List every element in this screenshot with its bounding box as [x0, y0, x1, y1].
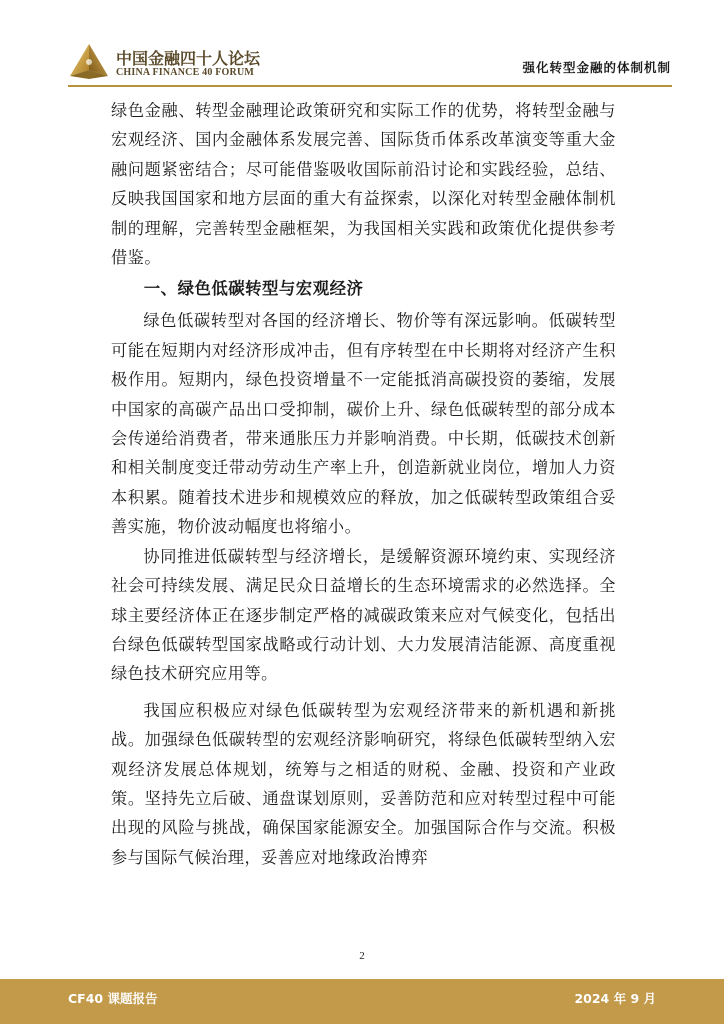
footer-date: 2024 年 9 月 [574, 991, 656, 1006]
footer-report-label: CF40 课题报告 [68, 991, 158, 1006]
document-body [111, 96, 616, 872]
report-title: 强化转型金融的体制机制 [522, 60, 671, 75]
paragraph-4: 我国应积极应对绿色低碳转型为宏观经济带来的新机遇和新挑战。加强绿色低碳转型的宏观经济影响研究，将绿色低碳转型纳入宏观经济发展总体规划，统筹与之相适的财税、金融、投资和产业政策。坚持先立后破、通盘谋划原则，妥善防范和应对转型过程中可能出现的风险与挑战，确保国家能源安全。加强国际合作与交流。积极参与国际气候治理，妥善应对地缘政治博弈 [111, 700, 616, 867]
paragraph-1: 绿色金融、转型金融理论政策研究和实际工作的优势，将转型金融与宏观经济、国内金融体系发展完善、国际货币体系改革演变等重大金融问题紧密结合；尽可能借鉴吸收国际前沿讨论和实践经验，总结、反映我国国家和地方层面的重大有益探索，以深化对转型金融体制机制的理解，完善转型金融框架，为我国相关实践和政策优化提供参考借鉴。 [111, 101, 616, 268]
logo-chinese-name: 中国金融四十人论坛 [116, 49, 261, 68]
paragraph-2: 绿色低碳转型对各国的经济增长、物价等有深远影响。低碳转型可能在短期内对经济形成冲击，但有序转型在中长期将对经济产生积极作用。短期内，绿色投资增量不一定能抵消高碳投资的萎缩，发展中国家的高碳产品出口受抑制，碳价上升、绿色低碳转型的部分成本会传递给消费者，带来通胀压力并影响消费。中长期，低碳技术创新和相关制度变迁带动劳动生产率上升，创造新就业岗位，增加人力资本积累。随着技术进步和规模效应的释放，加之低碳转型政策组合妥善实施，物价波动幅度也将缩小。 [111, 311, 616, 537]
page-number: 2 [359, 950, 365, 962]
cf40-logo-icon [68, 42, 110, 80]
page-footer [0, 979, 724, 1024]
logo-english-name: CHINA FINANCE 40 FORUM [116, 67, 255, 78]
paragraph-3: 协同推进低碳转型与经济增长，是缓解资源环境约束、实现经济社会可持续发展、满足民众日益增长的生态环境需求的必然选择。全球主要经济体正在逐步制定严格的减碳政策来应对气候变化，包括出台绿色低碳转型国家战略或行动计划、大力发展清洁能源、高度重视绿色技术研究应用等。 [111, 546, 616, 684]
section-heading: 一、绿色低碳转型与宏观经济 [143, 279, 364, 299]
header-divider [68, 85, 672, 87]
page-header [0, 0, 724, 90]
